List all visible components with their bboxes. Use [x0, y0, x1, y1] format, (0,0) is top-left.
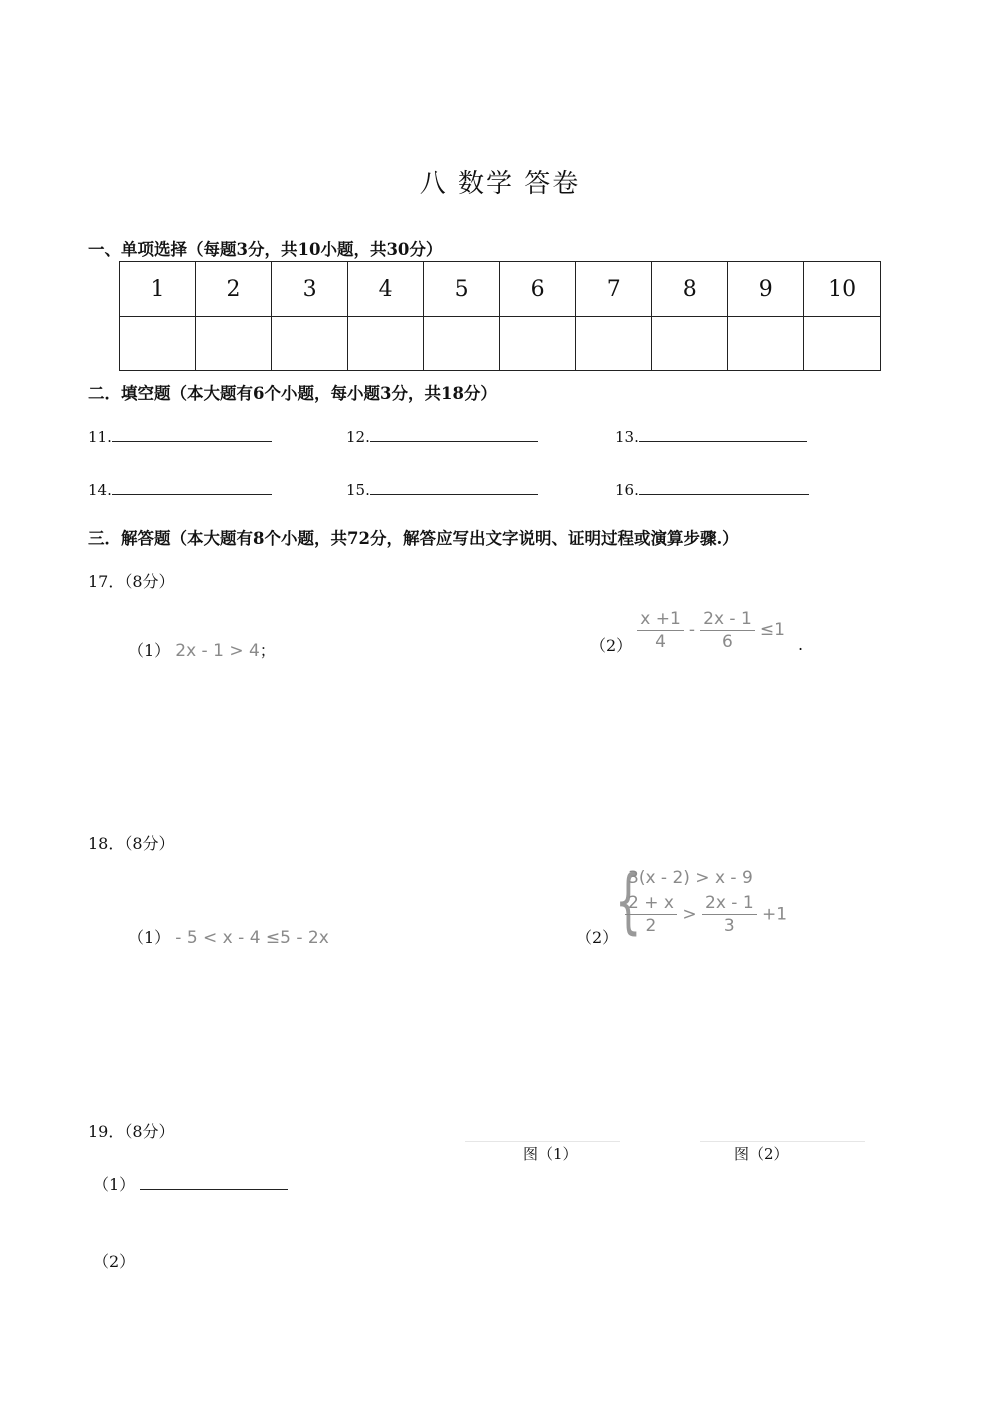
answer-col-3: 3 — [272, 262, 348, 317]
answer-col-4: 4 — [348, 262, 424, 317]
q17-part2 — [590, 605, 803, 656]
figure-1-caption: 图（1） — [523, 1145, 578, 1163]
answer-col-9: 9 — [728, 262, 804, 317]
answer-cell-1[interactable] — [120, 317, 196, 371]
blank-11-label: 11. — [88, 428, 112, 446]
q17-part2-label: （2） — [590, 636, 633, 655]
answer-grid-answer-row — [120, 317, 881, 371]
blank-12-label: 12. — [346, 428, 370, 446]
blank-12-line[interactable] — [370, 425, 538, 442]
q18-part1-expression: - 5 < x - 4 ≤5 - 2x — [175, 928, 329, 948]
figure-2-caption: 图（2） — [734, 1145, 789, 1163]
q17-part2-denominator-1: 4 — [655, 632, 666, 652]
blank-12 — [346, 425, 538, 446]
answer-col-10: 10 — [804, 262, 881, 317]
blank-14 — [88, 478, 272, 499]
blank-16 — [615, 478, 809, 499]
answer-col-6: 6 — [500, 262, 576, 317]
q19-label: 19．（8分） — [88, 1122, 175, 1141]
blank-16-label: 16. — [615, 481, 639, 499]
answer-col-7: 7 — [576, 262, 652, 317]
answer-col-8: 8 — [652, 262, 728, 317]
blank-13-line[interactable] — [639, 425, 807, 442]
q18-part2-numerator-2: 2x - 1 — [702, 893, 757, 915]
section-3-heading: 三．解答题（本大题有8个小题，共72分，解答应写出文字说明、证明过程或演算步骤.） — [88, 529, 739, 548]
blank-14-label: 14. — [88, 481, 112, 499]
q18-label: 18．（8分） — [88, 834, 175, 853]
q19-part2-label: （2） — [93, 1252, 136, 1271]
q17-part1-suffix: ； — [259, 641, 276, 660]
section-1-heading: 一、单项选择（每题3分，共10小题，共30分） — [88, 240, 443, 259]
answer-cell-3[interactable] — [272, 317, 348, 371]
blank-14-line[interactable] — [112, 478, 272, 495]
figure-1-rule — [465, 1141, 620, 1142]
q17-part2-denominator-2: 6 — [722, 632, 733, 652]
q17-part1 — [128, 638, 276, 661]
answer-grid — [119, 261, 881, 371]
page-title: 八 数学 答卷 — [419, 169, 581, 199]
answer-cell-6[interactable] — [500, 317, 576, 371]
answer-col-5: 5 — [424, 262, 500, 317]
q18-part2-fraction-2 — [702, 893, 757, 936]
q18-part2-relation: > — [682, 904, 697, 925]
blank-15-label: 15. — [346, 481, 370, 499]
q17-part2-suffix: . — [798, 635, 804, 654]
answer-cell-8[interactable] — [652, 317, 728, 371]
answer-cell-4[interactable] — [348, 317, 424, 371]
q19-part1-label: （1） — [93, 1175, 136, 1194]
blank-11-line[interactable] — [112, 425, 272, 442]
q18-part2-line-2 — [625, 893, 787, 936]
q17-part1-expression: 2x - 1 > 4 — [175, 641, 260, 661]
answer-col-1: 1 — [120, 262, 196, 317]
answer-col-2: 2 — [196, 262, 272, 317]
q18-part2-line-1: 3(x - 2) > x - 9 — [628, 868, 753, 888]
q18-part2-fraction-1 — [625, 893, 677, 936]
answer-cell-2[interactable] — [196, 317, 272, 371]
q19-part1 — [93, 1172, 288, 1195]
section-2-heading: 二．填空题（本大题有6个小题，每小题3分，共18分） — [88, 384, 497, 403]
blank-13 — [615, 425, 807, 446]
q18-part2-tail: +1 — [762, 904, 788, 925]
q18-system-brace-icon: { — [614, 860, 642, 942]
blank-13-label: 13. — [615, 428, 639, 446]
q18-part2-denominator-2: 3 — [723, 916, 735, 936]
blank-16-line[interactable] — [639, 478, 809, 495]
q17-part1-label: （1） — [128, 641, 171, 660]
answer-cell-7[interactable] — [576, 317, 652, 371]
q17-part2-relation: ≤1 — [759, 620, 785, 640]
q18-part2-numerator-1: 2 + x — [625, 893, 677, 915]
q18-part1 — [128, 925, 329, 948]
q17-part2-numerator-1: x +1 — [637, 609, 684, 631]
q17-part2-fraction-2 — [700, 609, 755, 652]
answer-cell-5[interactable] — [424, 317, 500, 371]
q17-label: 17．（8分） — [88, 572, 175, 591]
answer-grid-header-row — [120, 262, 881, 317]
q17-part2-fraction-1 — [637, 609, 684, 652]
q18-part1-label: （1） — [128, 928, 171, 947]
q18-part2-denominator-1: 2 — [645, 916, 657, 936]
q17-part2-numerator-2: 2x - 1 — [700, 609, 755, 631]
blank-11 — [88, 425, 272, 446]
answer-cell-10[interactable] — [804, 317, 881, 371]
answer-cell-9[interactable] — [728, 317, 804, 371]
blank-15-line[interactable] — [370, 478, 538, 495]
q17-part2-minus: - — [688, 620, 696, 640]
q19-part1-answer-line[interactable] — [140, 1173, 288, 1190]
figure-2-rule — [700, 1141, 865, 1142]
q18-part2-label: （2） — [576, 928, 619, 947]
blank-15 — [346, 478, 538, 499]
